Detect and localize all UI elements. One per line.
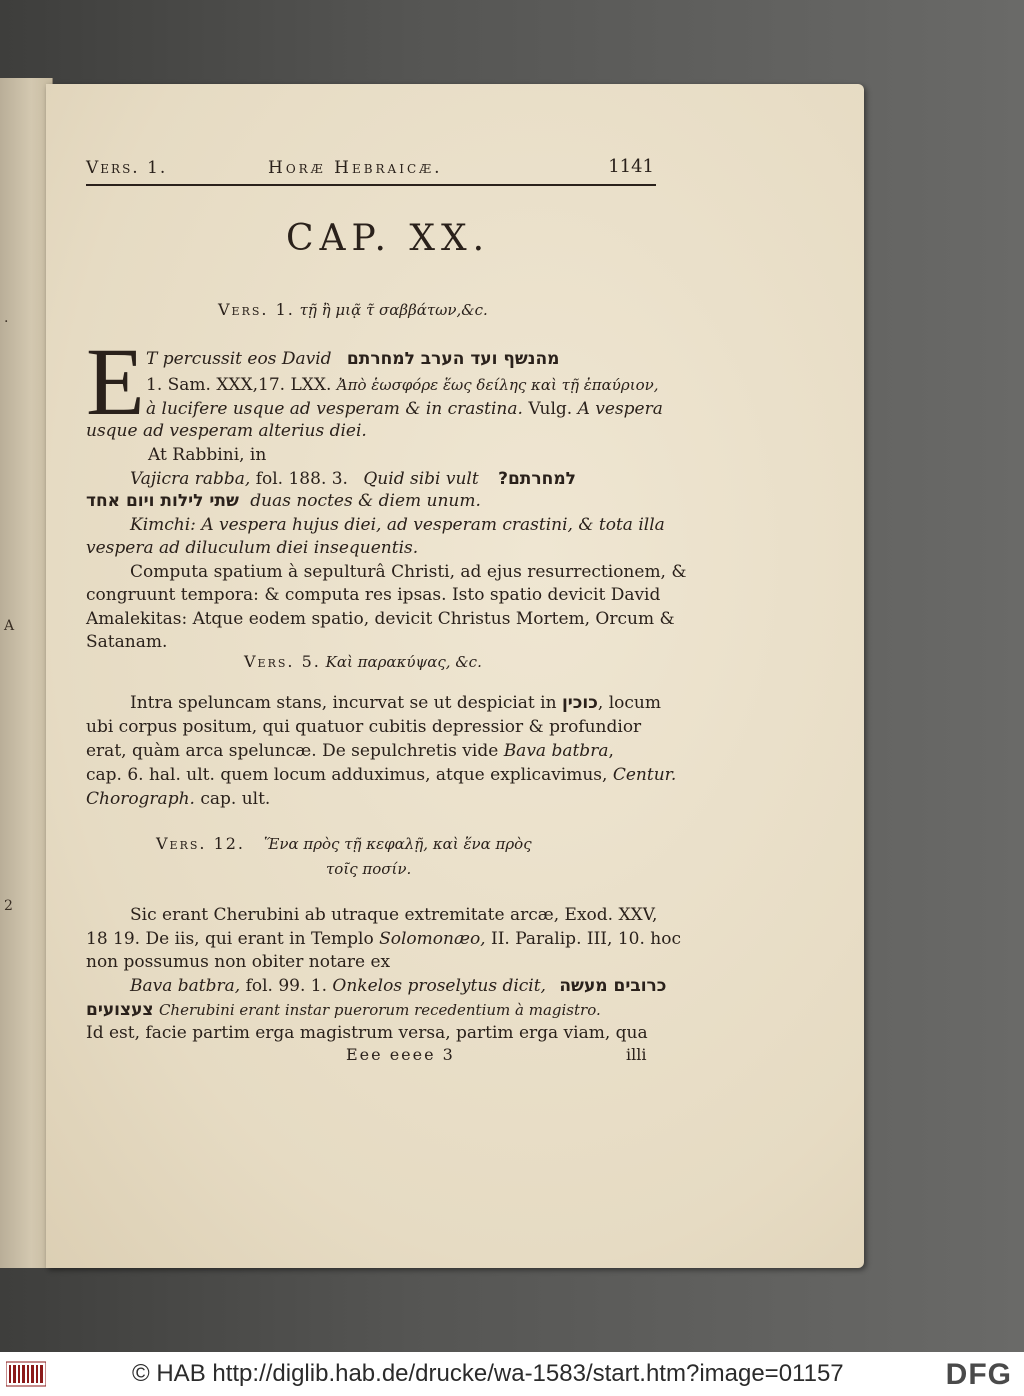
text-line: congruunt tempora: & computa res ipsas. Isto spatio devicit David (86, 585, 661, 605)
text-line: Id est, facie partim erga magistrum versa, partim erga viam, qua (86, 1023, 648, 1043)
text-line: Satanam. (86, 632, 168, 652)
catchword: illi (626, 1045, 647, 1064)
text-line: Computa spatium à sepulturâ Christi, ad ejus resurrectionem, & (130, 562, 687, 582)
text-line: 1. Sam. XXX,17. LXX. Ἀπὸ ἑωσφόρε ἕως δείλης καὶ τῇ ἐπαύριον, (146, 375, 659, 395)
verse-heading-12: Vers. 12. Ἕνα πρὸς τῇ κεφαλῇ, καὶ ἕνα πρὸς (156, 834, 532, 853)
text-line: Amalekitas: Atque eodem spatio, devicit Christus Mortem, Orcum & (86, 609, 675, 629)
facing-page-edge: . A 2 (0, 78, 53, 1268)
text-line: à lucifere usque ad vesperam & in crastina. Vulg. A vespera (146, 399, 663, 419)
text-line: vespera ad diluculum diei insequentis. (86, 538, 419, 558)
text-line: erat, quàm arca speluncæ. De sepulchretis vide Bava batbra, (86, 741, 614, 761)
text-line: Sic erant Cherubini ab utraque extremitate arcæ, Exod. XXV, (130, 905, 658, 925)
text-line: cap. 6. hal. ult. quem locum adduximus, atque explicavimus, Centur. (86, 765, 677, 785)
verse-heading-5: Vers. 5. Καὶ παρακύψας, &c. (244, 652, 482, 671)
text-line: 18 19. De iis, qui erant in Templo Solomonæo, II. Paralip. III, 10. hoc (86, 929, 681, 949)
text-line: usque ad vesperam alterius diei. (86, 421, 367, 441)
text-line: Bava batbra, fol. 99. 1. Onkelos proselytus dicit, כרובים מעשה (130, 976, 667, 996)
text-line: non possumus non obiter notare ex (86, 952, 391, 972)
text-line: צעצועים Cherubini erant instar puerorum recedentium à magistro. (86, 1000, 601, 1020)
text-line: Chorograph. cap. ult. (86, 789, 271, 809)
text-line: Intra speluncam stans, incurvat se ut despiciat in כוכין, locum (130, 693, 661, 713)
chapter-title: CAP. XX. (286, 218, 491, 259)
drop-cap: E (86, 328, 145, 435)
source-link[interactable]: © HAB http://diglib.hab.de/drucke/wa-1583/start.htm?image=01157 (132, 1360, 844, 1387)
text-line: Kimchi: A vespera hujus diei, ad vesperam crastini, & tota illa (130, 515, 665, 535)
dfg-logo: DFG (945, 1358, 1012, 1391)
running-head-title: Horæ Hebraicæ. (268, 158, 443, 178)
text-line: ubi corpus positum, qui quatuor cubitis depressior & profundior (86, 717, 642, 737)
running-head (86, 154, 656, 186)
footer-bar (0, 1352, 1024, 1396)
hab-barcode-icon (6, 1360, 46, 1388)
text-line: T percussit eos David מהנשף ועד הערב למחרתם (146, 349, 560, 369)
text-line: Vajicra rabba, fol. 188. 3. Quid sibi vult למחרתם? (130, 469, 576, 489)
text-line: At Rabbini, in (148, 445, 267, 465)
page-number: 1141 (608, 156, 654, 177)
verse-heading-1: Vers. 1. τῇ ἢ μιᾷ τ̃ σαββάτων,&c. (218, 300, 488, 319)
book-page (46, 84, 864, 1268)
running-head-verse: Vers. 1. (86, 158, 168, 178)
signature-mark: Eee eeee 3 (346, 1045, 455, 1064)
verse-heading-12-cont: τοῖς ποσίν. (326, 860, 412, 878)
text-line: שתי לילות ויום אחד duas noctes & diem unum. (86, 491, 481, 511)
